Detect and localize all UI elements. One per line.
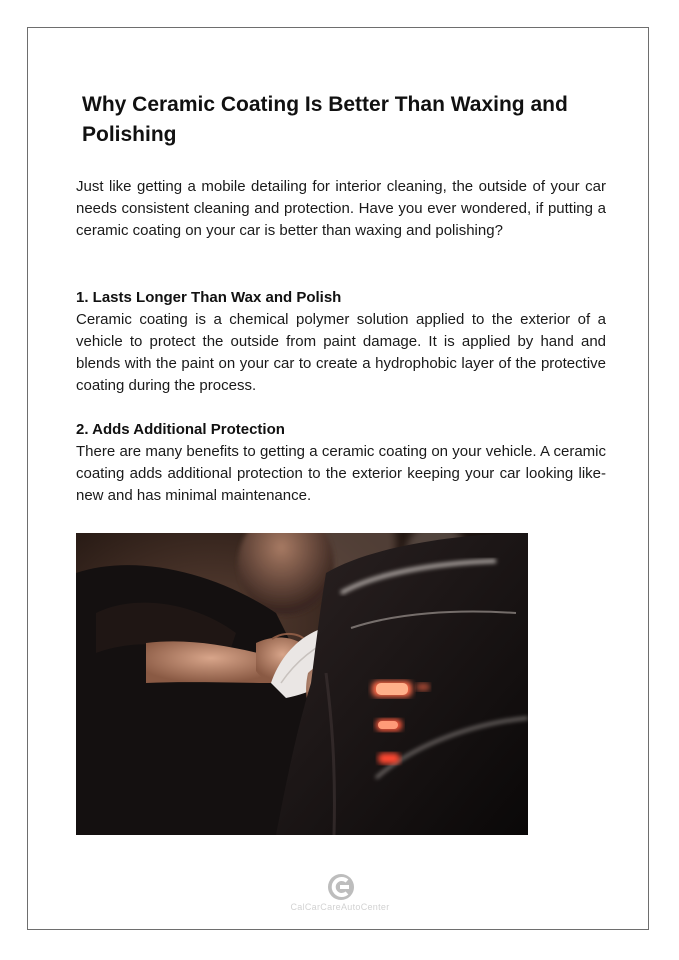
article-title: Why Ceramic Coating Is Better Than Waxing and Polishing (82, 93, 568, 146)
c-logo-icon (326, 872, 356, 902)
section-body: There are many benefits to getting a ceramic coating on your vehicle. A ceramic coating adds additional protection to the exterior keeping your car looking like-new and has minimal maintenance. (76, 443, 606, 504)
section-heading: 1. Lasts Longer Than Wax and Polish (76, 289, 342, 306)
logo-text: CalCarCareAutoCenter (290, 902, 390, 912)
car-detailing-photo (76, 533, 528, 835)
intro-paragraph: Just like getting a mobile detailing for interior cleaning, the outside of your car needs consistent cleaning and protection. Have you ever wondered, if putting a ceramic coating on your car is better than waxing and polishing? (76, 178, 606, 239)
footer-logo (270, 872, 410, 916)
section-body: Ceramic coating is a chemical polymer solution applied to the exterior of a vehicle to protect the outside from paint damage. It is applied by hand and blends with the paint on your car to create a hydrophobic layer of the protective coating during the process. (76, 311, 606, 394)
section-heading: 2. Adds Additional Protection (76, 421, 285, 438)
